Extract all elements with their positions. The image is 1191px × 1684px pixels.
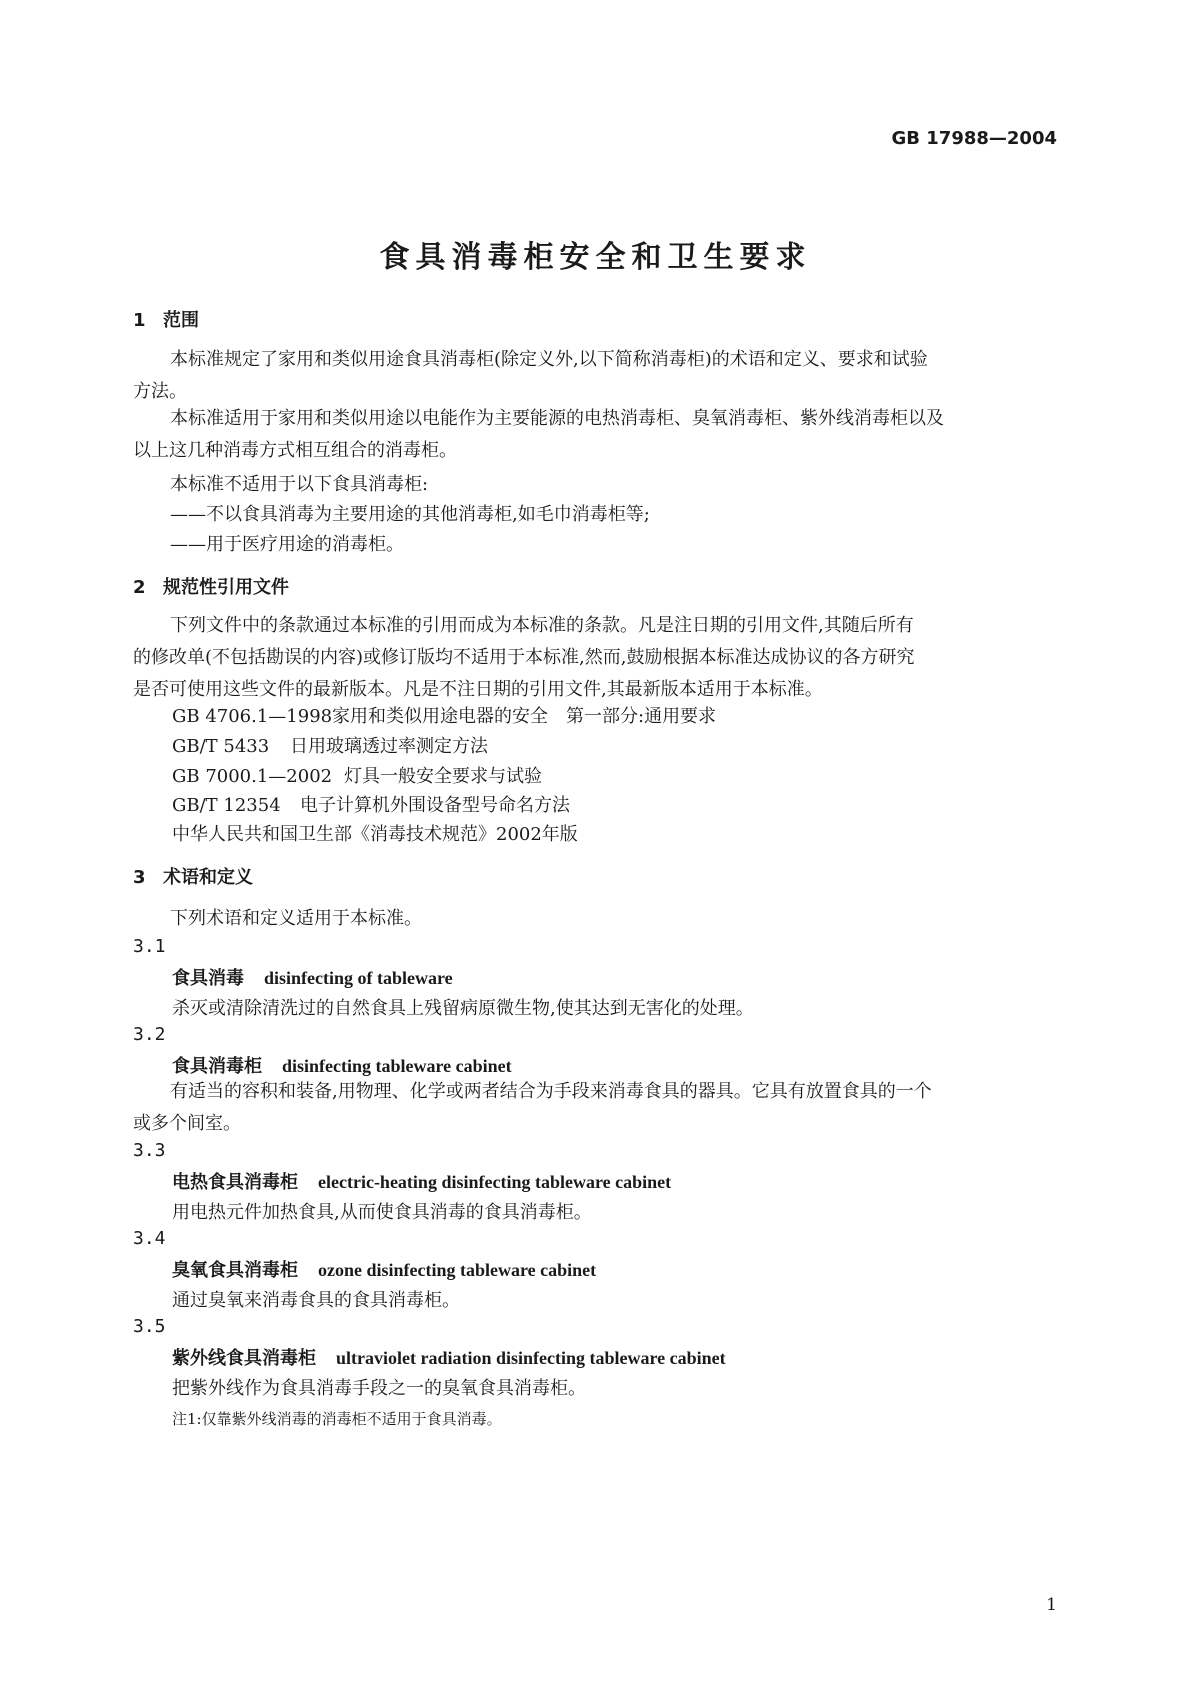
term-zh: 食具消毒柜	[172, 1056, 262, 1077]
term-definition: 杀灭或清除清洗过的自然食具上残留病原微生物,使其达到无害化的处理。	[172, 998, 754, 1019]
paragraph-line: 是否可使用这些文件的最新版本。凡是不注日期的引用文件,其最新版本适用于本标准。	[133, 679, 823, 700]
term-definition: 通过臭氧来消毒食具的食具消毒柜。	[172, 1290, 460, 1311]
term-number: 3.3	[133, 1140, 166, 1161]
reference-title: 灯具一般安全要求与试验	[344, 766, 542, 787]
reference-title: 家用和类似用途电器的安全 第一部分:通用要求	[332, 706, 717, 727]
reference-code: GB/T 5433	[172, 736, 270, 757]
term-heading	[172, 1344, 726, 1370]
term-heading	[172, 1168, 671, 1194]
paragraph	[133, 403, 1058, 467]
page-number: 1	[1046, 1595, 1057, 1615]
term-en: disinfecting tableware cabinet	[282, 1056, 512, 1076]
paragraph-line: 本标准适用于家用和类似用途以电能作为主要能源的电热消毒柜、臭氧消毒柜、紫外线消毒柜以及	[170, 408, 944, 429]
term-heading	[172, 1052, 512, 1078]
term-zh: 臭氧食具消毒柜	[172, 1260, 298, 1281]
paragraph	[133, 610, 1058, 706]
term-zh: 食具消毒	[172, 968, 244, 989]
term-definition: 把紫外线作为食具消毒手段之一的臭氧食具消毒柜。	[172, 1378, 586, 1399]
section-2-heading	[133, 573, 289, 599]
term-en: ultraviolet radiation disinfecting tableware cabinet	[336, 1348, 726, 1368]
term-number: 3.5	[133, 1316, 166, 1337]
list-item: ——用于医疗用途的消毒柜。	[170, 534, 404, 555]
paragraph-line: 以上这几种消毒方式相互组合的消毒柜。	[133, 440, 457, 461]
reference-item: 中华人民共和国卫生部《消毒技术规范》2002年版	[172, 824, 578, 845]
section-1-heading	[133, 306, 199, 332]
section-number: 2	[133, 577, 146, 598]
reference-item	[172, 732, 488, 758]
section-title: 术语和定义	[163, 867, 253, 888]
term-number: 3.2	[133, 1024, 166, 1045]
section-title: 范围	[163, 310, 199, 331]
term-number: 3.4	[133, 1228, 166, 1249]
reference-code: GB/T 12354	[172, 795, 281, 816]
reference-title: 日用玻璃透过率测定方法	[290, 736, 488, 757]
term-definition	[133, 1076, 1058, 1140]
reference-item	[172, 702, 716, 728]
note: 注1:仅靠紫外线消毒的消毒柜不适用于食具消毒。	[172, 1410, 502, 1428]
paragraph-line: 有适当的容积和装备,用物理、化学或两者结合为手段来消毒食具的器具。它具有放置食具的一个	[170, 1081, 932, 1102]
paragraph	[133, 344, 1058, 408]
paragraph-line: 下列术语和定义适用于本标准。	[170, 908, 422, 929]
paragraph-line: 下列文件中的条款通过本标准的引用而成为本标准的条款。凡是注日期的引用文件,其随后所有	[170, 615, 914, 636]
term-heading	[172, 1256, 596, 1282]
term-definition: 用电热元件加热食具,从而使食具消毒的食具消毒柜。	[172, 1202, 592, 1223]
term-en: electric-heating disinfecting tableware cabinet	[318, 1172, 672, 1192]
term-heading	[172, 964, 453, 990]
term-en: ozone disinfecting tableware cabinet	[318, 1260, 597, 1280]
list-item: ——不以食具消毒为主要用途的其他消毒柜,如毛巾消毒柜等;	[170, 504, 650, 525]
section-3-heading	[133, 863, 253, 889]
section-number: 3	[133, 867, 146, 888]
document-title: 食具消毒柜安全和卫生要求	[379, 240, 812, 275]
reference-code: GB 7000.1—2002	[172, 766, 333, 787]
paragraph-line: 方法。	[133, 381, 187, 402]
paragraph-line: 的修改单(不包括勘误的内容)或修订版均不适用于本标准,然而,鼓励根据本标准达成协议的各方研究	[133, 647, 915, 668]
reference-code: GB 4706.1—1998	[172, 706, 333, 727]
section-number: 1	[133, 310, 146, 331]
paragraph-line: 或多个间室。	[133, 1113, 241, 1134]
term-zh: 电热食具消毒柜	[172, 1172, 298, 1193]
reference-title: 电子计算机外围设备型号命名方法	[300, 795, 570, 816]
term-number: 3.1	[133, 936, 166, 957]
paragraph-line: 本标准规定了家用和类似用途食具消毒柜(除定义外,以下简称消毒柜)的术语和定义、要求和试验	[170, 349, 928, 370]
paragraph-line: 本标准不适用于以下食具消毒柜:	[170, 474, 429, 495]
section-title: 规范性引用文件	[163, 577, 289, 598]
term-en: disinfecting of tableware	[264, 968, 453, 988]
term-zh: 紫外线食具消毒柜	[172, 1348, 316, 1369]
reference-item	[172, 762, 542, 788]
standard-code: GB 17988—2004	[891, 128, 1057, 149]
reference-item	[172, 791, 570, 817]
